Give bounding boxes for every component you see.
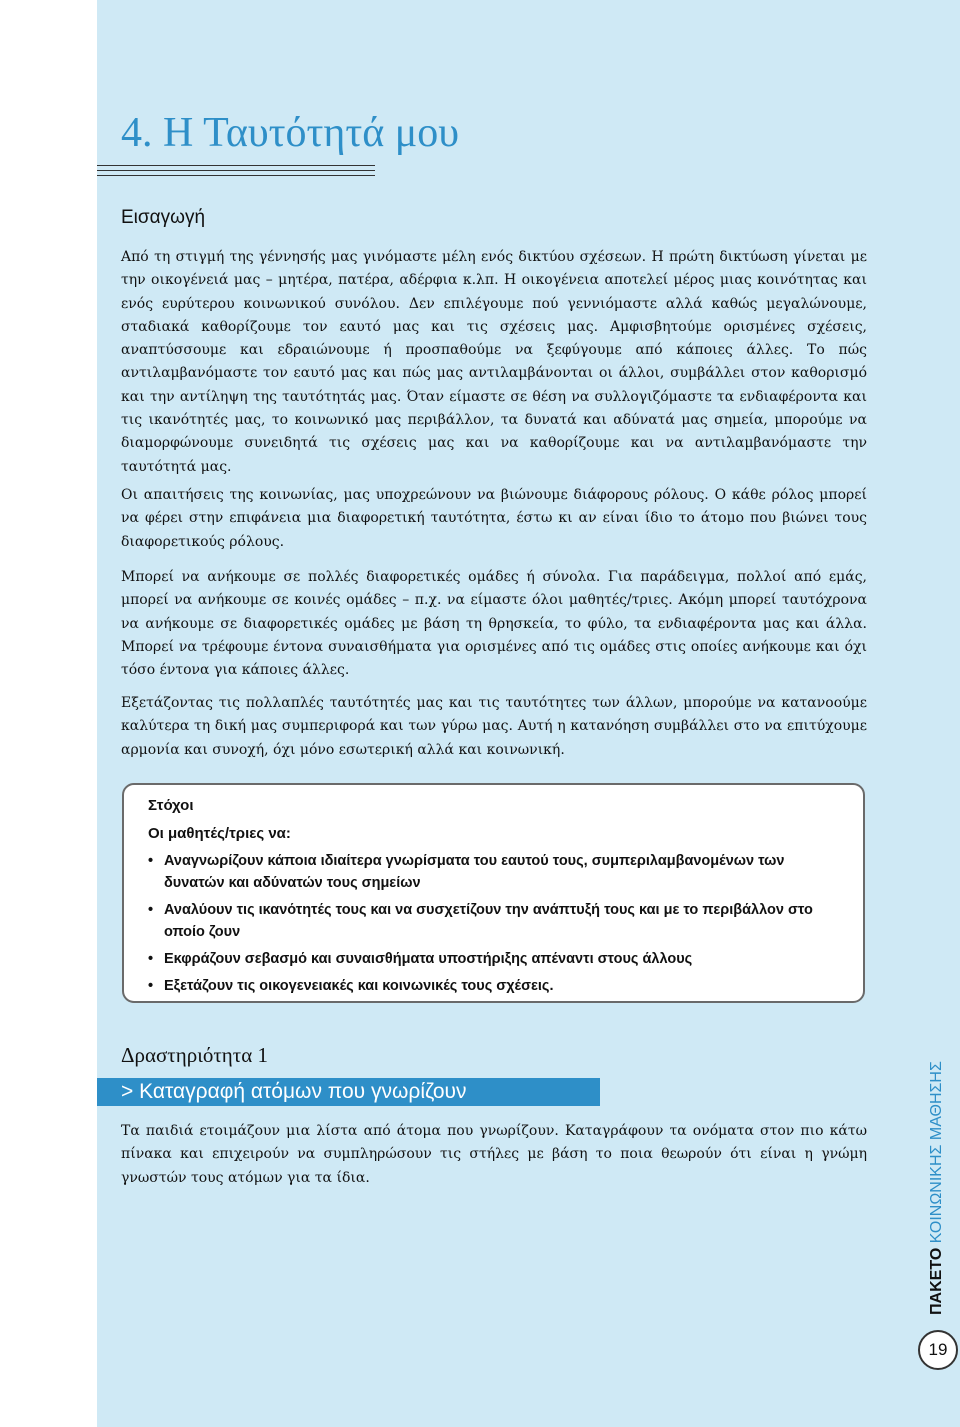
title-underline bbox=[97, 165, 375, 180]
goals-subtitle: Οι μαθητές/τριες να: bbox=[148, 825, 291, 842]
intro-paragraph-3: Μπορεί να ανήκουμε σε πολλές διαφορετικές ομάδες ή σύνολα. Για παράδειγμα, πολλοί από εμάς, μπορεί να ανήκουμε σε κοινές ομάδες – π.χ. να είμαστε όλοι μαθητές/τριες. Ακόμη μπορεί ταυτόχρονα να ανήκουμε σε διαφορετικές ομάδες με βάση τη θρησκεία, το φύλο, τα ενδιαφέροντα μας και άλλα. Μπορεί να τρέφουμε έντονα συναισθήματα για ορισμένες από τις ομάδες στις οποίες ανήκουμε και όχι τόσο έντονα για κάποιες άλλες. bbox=[121, 569, 867, 679]
activity-title-bar: > Καταγραφή ατόμων που γνωρίζουν bbox=[97, 1078, 600, 1106]
series-label-bold: ΠΑΚΕΤΟ bbox=[928, 1247, 945, 1315]
activity-label: Δραστηριότητα 1 bbox=[121, 1043, 268, 1067]
title-rule-3 bbox=[97, 175, 375, 176]
intro-paragraph-4: Εξετάζοντας τις πολλαπλές ταυτότητές μας και τις ταυτότητες των άλλων, μπορούμε να κατανοούμε καλύτερα τη δική μας συμπεριφορά και των γύρω μας. Αυτή η κατανόηση συμβάλλει στο να επιτύχουμε αρμονία και συνοχή, όχι μόνο εσωτερική αλλά και κοινωνική. bbox=[121, 695, 867, 758]
series-label-accent: ΚΟΙΝΩΝΙΚΗΣ ΜΑΘΗΣΗΣ bbox=[928, 1061, 945, 1244]
series-side-label bbox=[928, 1061, 946, 1315]
goals-box bbox=[122, 783, 865, 1003]
chapter-title: 4. Η Ταυτότητά μου bbox=[121, 110, 460, 156]
intro-paragraph-2: Οι απαιτήσεις της κοινωνίας, μας υποχρεώνουν να βιώνουμε διάφορους ρόλους. Ο κάθε ρόλος μπορεί να φέρει στην επιφάνεια μια διαφορετική ταυτότητα, έστω κι αν είναι ίδιο το άτομο που βιώνει τους διαφορετικούς ρόλους. bbox=[121, 487, 867, 550]
goals-title: Στόχοι bbox=[148, 797, 194, 814]
title-rule-1 bbox=[97, 165, 375, 166]
goal-item: • Εκφράζουν σεβασμό και συναισθήματα υποστήριξης απέναντι στους άλλους bbox=[148, 948, 839, 970]
intro-paragraph-1: Από τη στιγμή της γέννησής μας γινόμαστε μέλη ενός δικτύου σχέσεων. Η πρώτη δικτύωση γίνεται με την οικογένειά μας – μητέρα, πατέρα, αδέρφια κ.λπ. Η οικογένεια αποτελεί μέρος μιας κοινότητας και ενός ευρύτερου κοινωνικού συνόλου. Δεν επιλέγουμε πού γεννιόμαστε αλλά καθώς μεγαλώνουμε, σταδιακά καθορίζουμε τον εαυτό μας και τις σχέσεις μας. Αμφισβητούμε ορισμένες σχέσεις, αναπτύσσουμε και εδραιώνουμε ή προσπαθούμε να ξεφύγουμε από κάποιες άλλες. Το πώς αντιλαμβανόμαστε τον εαυτό μας και πώς μας αντιλαμβάνονται οι άλλοι, συμβάλλει στον καθορισμό και την αντίληψη της ταυτότητάς μας. Όταν είμαστε σε θέση να συλλογιζόμαστε τα ενδιαφέροντα και τις ικανότητές μας, το κοινωνικό μας περιβάλλον, τα δυνατά και αδύνατά μας σημεία, μπορούμε να διαμορφώνουμε συνειδητά τις σχέσεις μας και να καθορίζουμε και να αντιλαμβανόμαστε την ταυτότητά μας. bbox=[121, 249, 867, 475]
activity-description: Τα παιδιά ετοιμάζουν μια λίστα από άτομα που γνωρίζουν. Καταγράφουν τα ονόματα στον πιο κάτω πίνακα και επιχειρούν να συμπληρώσουν τις στήλες με βάση το ποια θεωρούν ότι είναι η γνώμη γνωστών τους ατόμων για τα ίδια. bbox=[121, 1123, 867, 1186]
intro-heading: Εισαγωγή bbox=[121, 207, 206, 228]
title-rule-2 bbox=[97, 170, 375, 171]
goal-item: • Αναγνωρίζουν κάποια ιδιαίτερα γνωρίσματα του εαυτού τους, συμπεριλαμβανομένων των δυνατών και αδύνατών τους σημείων bbox=[148, 850, 839, 894]
goals-list bbox=[148, 850, 839, 997]
goal-item: • Αναλύουν τις ικανότητές τους και να συσχετίζουν την ανάπτυξή τους και με το περιβάλλον στο οποίο ζουν bbox=[148, 899, 839, 943]
page-number: 19 bbox=[918, 1330, 958, 1370]
goal-item: • Εξετάζουν τις οικογενειακές και κοινωνικές τους σχέσεις. bbox=[148, 975, 839, 997]
